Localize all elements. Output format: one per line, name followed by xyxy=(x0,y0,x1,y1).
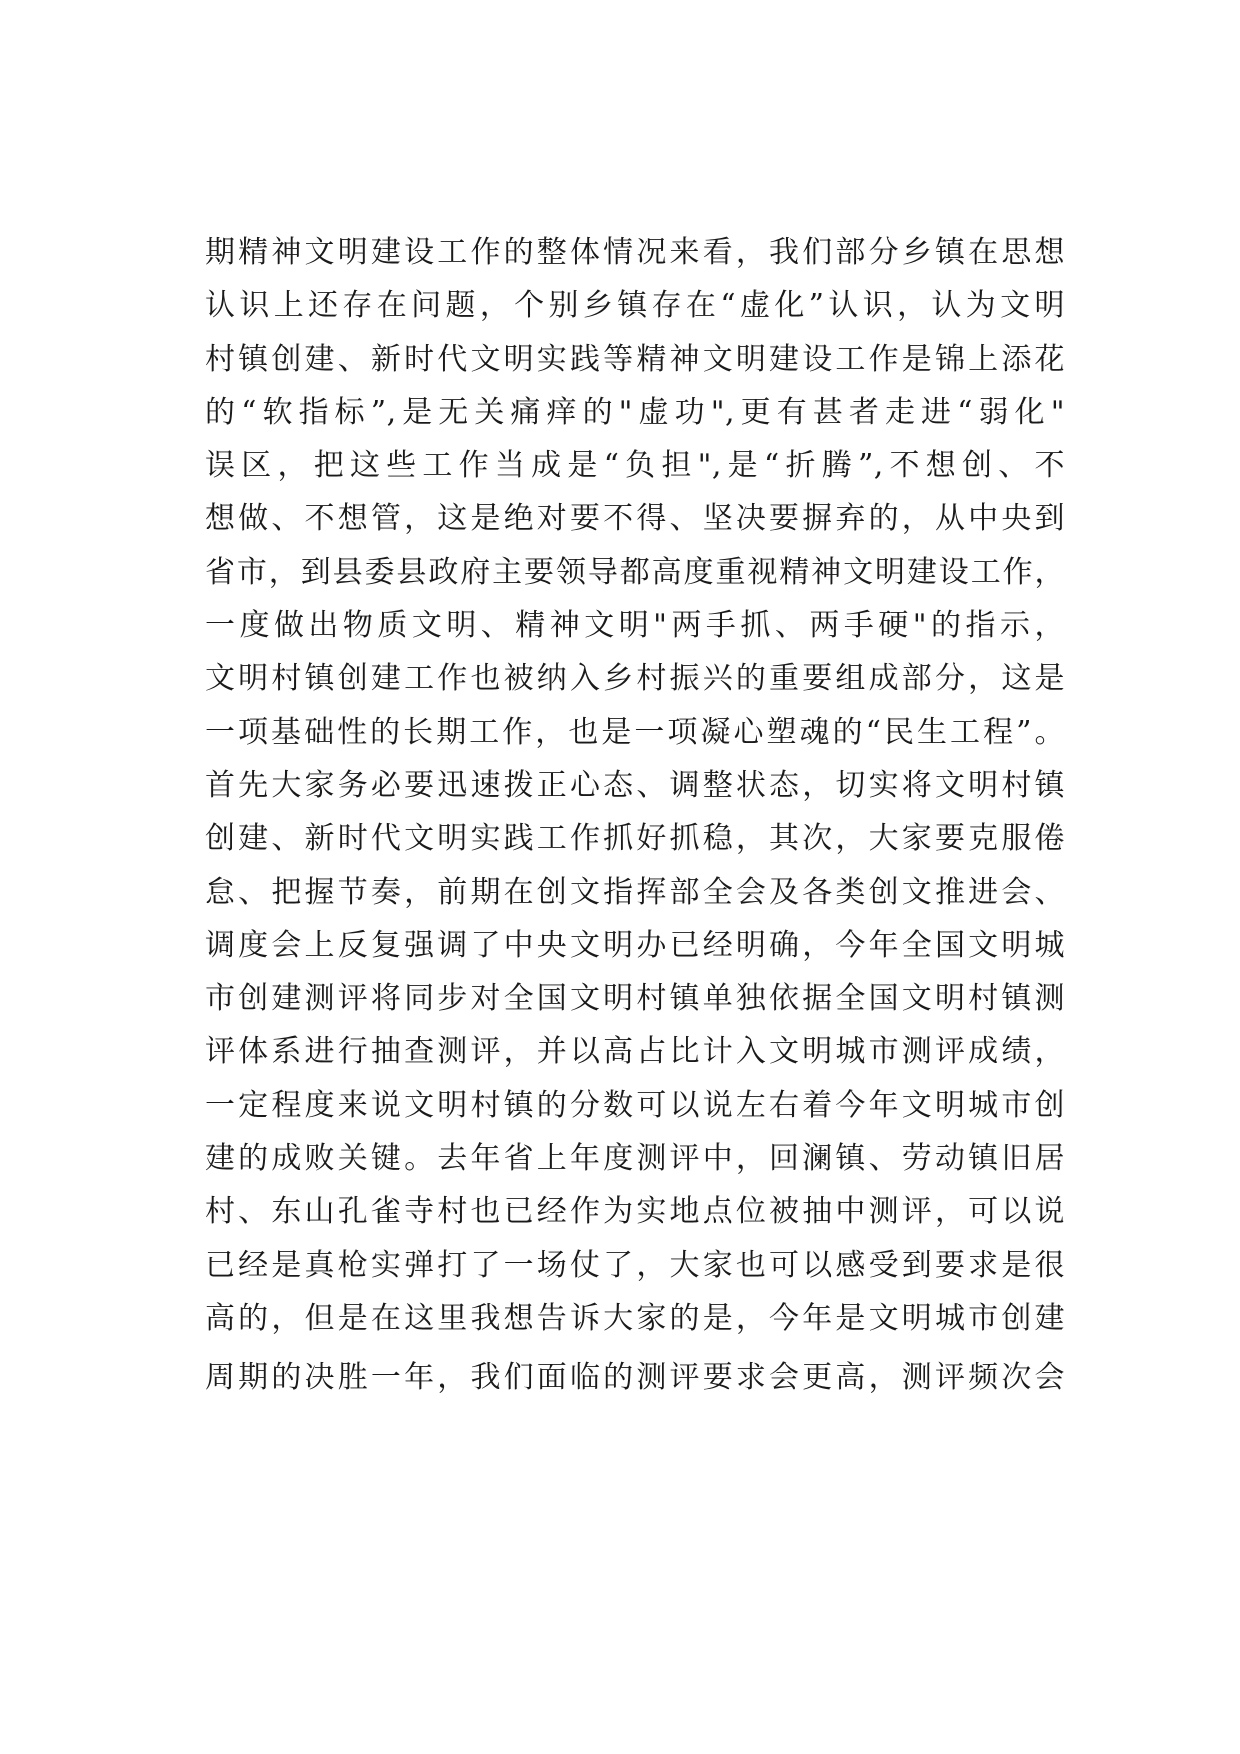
body-text xyxy=(205,226,1065,1405)
text-line: 一项基础性的长期工作，也是一项凝心塑魂的“民生工程”。 xyxy=(205,714,1065,750)
text-line: 想做、不想管，这是绝对要不得、坚决要摒弃的，从中央到 xyxy=(205,501,1065,537)
text-line: 评体系进行抽查测评，并以高占比计入文明城市测评成绩， xyxy=(205,1034,1065,1070)
text-line: 认识上还存在问题，个别乡镇存在“虚化”认识，认为文明 xyxy=(205,288,1065,324)
text-line: 已经是真枪实弹打了一场仗了，大家也可以感受到要求是很 xyxy=(205,1247,1065,1283)
text-line: 创建、新时代文明实践工作抓好抓稳，其次，大家要克服倦 xyxy=(205,821,1065,857)
text-line: 调度会上反复强调了中央文明办已经明确，今年全国文明城 xyxy=(205,927,1065,963)
text-line: 怠、把握节奏，前期在创文指挥部全会及各类创文推进会、 xyxy=(205,874,1065,910)
text-line: 一度做出物质文明、精神文明"两手抓、两手硬"的指示， xyxy=(205,608,1065,644)
text-line: 村、东山孔雀寺村也已经作为实地点位被抽中测评，可以说 xyxy=(205,1194,1065,1230)
text-line: 首先大家务必要迅速拨正心态、调整状态，切实将文明村镇 xyxy=(205,767,1065,803)
text-line: 市创建测评将同步对全国文明村镇单独依据全国文明村镇测 xyxy=(205,981,1065,1017)
text-line: 村镇创建、新时代文明实践等精神文明建设工作是锦上添花 xyxy=(205,341,1065,377)
text-line: 误区，把这些工作当成是“负担",是“折腾”,不想创、不 xyxy=(205,448,1065,484)
text-line: 建的成败关键。去年省上年度测评中，回澜镇、劳动镇旧居 xyxy=(205,1141,1065,1177)
text-line: 周期的决胜一年，我们面临的测评要求会更高，测评频次会 xyxy=(205,1360,1065,1396)
text-line: 期精神文明建设工作的整体情况来看，我们部分乡镇在思想 xyxy=(205,235,1065,270)
text-line: 的“软指标”,是无关痛痒的"虚功",更有甚者走进“弱化" xyxy=(205,394,1065,430)
text-line: 一定程度来说文明村镇的分数可以说左右着今年文明城市创 xyxy=(205,1087,1065,1123)
text-line: 省市，到县委县政府主要领导都高度重视精神文明建设工作， xyxy=(205,554,1065,590)
text-line: 高的，但是在这里我想告诉大家的是，今年是文明城市创建 xyxy=(205,1300,1065,1336)
text-line: 文明村镇创建工作也被纳入乡村振兴的重要组成部分，这是 xyxy=(205,661,1065,697)
